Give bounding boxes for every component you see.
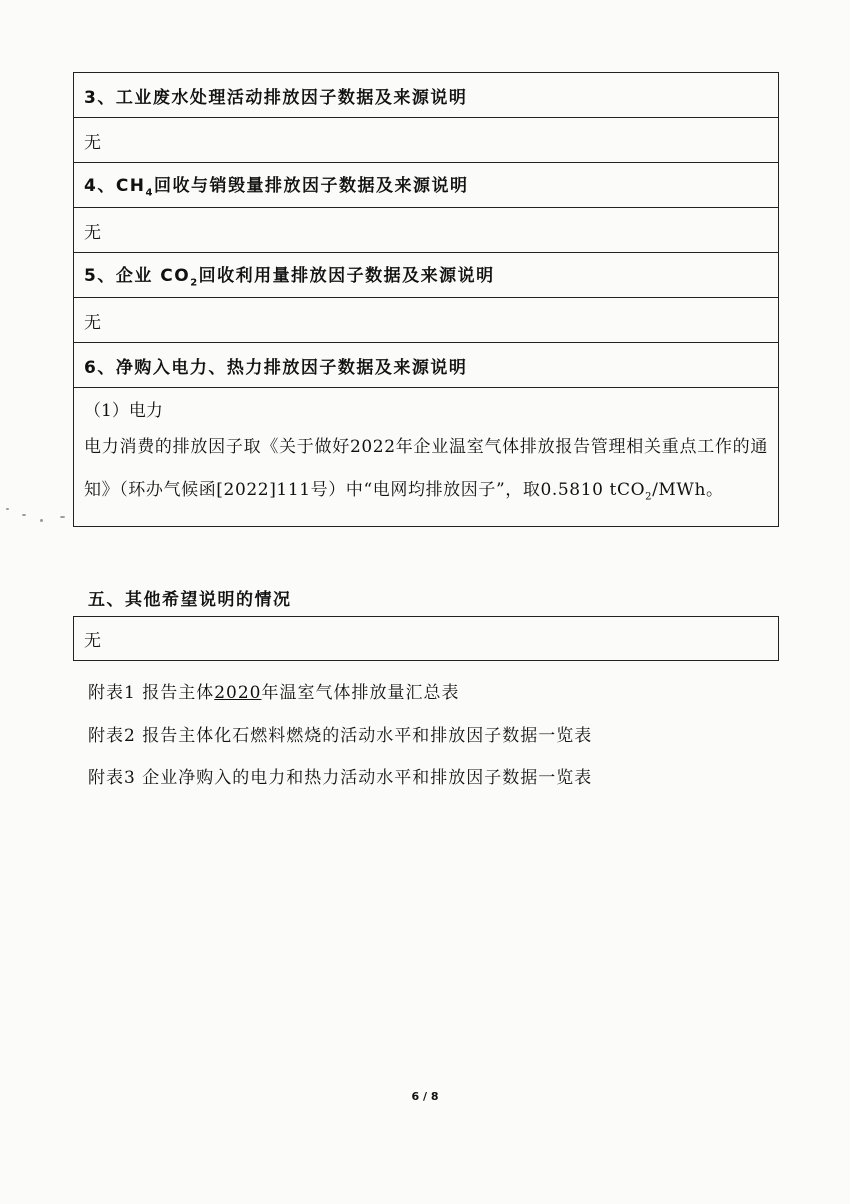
section-6-sub-label: （1）电力 <box>84 401 163 421</box>
page-number: 6 / 8 <box>411 1090 439 1103</box>
section-5-title-suffix: 回收利用量排放因子数据及来源说明 <box>198 266 495 287</box>
section-4-value-row <box>74 208 778 253</box>
appendix-3: 附表3 企业净购入的电力和热力活动水平和排放因子数据一览表 <box>88 768 593 788</box>
section-6-paragraph-main: 电力消费的排放因子取《关于做好2022年企业温室气体排放报告管理相关重点工作的通知》（环办气候函[2022]111号）中“电网均排放因子”，取0.5810 tCO <box>84 437 768 500</box>
scan-speck <box>6 508 9 510</box>
section-6-header <box>74 343 778 388</box>
section-5-title-prefix: 5、企业 CO <box>84 266 191 287</box>
section-5-title-subscript: 2 <box>190 277 199 289</box>
other-section-title: 五、其他希望说明的情况 <box>88 590 292 610</box>
section-5-value: 无 <box>84 312 101 333</box>
section-5-header <box>74 253 778 298</box>
section-4-value: 无 <box>84 222 101 243</box>
appendix-2: 附表2 报告主体化石燃料燃烧的活动水平和排放因子数据一览表 <box>88 726 593 746</box>
section-6-paragraph-end: /MWh。 <box>652 480 724 500</box>
section-3-value: 无 <box>84 132 101 153</box>
appendix-1-year: 2020 <box>214 683 262 703</box>
appendix-1 <box>88 678 460 703</box>
scan-speck <box>60 516 65 518</box>
section-4-title-suffix: 回收与销毁量排放因子数据及来源说明 <box>154 176 469 197</box>
section-6-paragraph-subscript: 2 <box>645 491 653 503</box>
appendix-1-prefix: 附表1 报告主体 <box>88 683 215 703</box>
section-6-paragraph <box>84 426 768 518</box>
section-5-value-row <box>74 298 778 343</box>
scan-speck <box>40 519 43 522</box>
section-6-title: 6、净购入电力、热力排放因子数据及来源说明 <box>84 357 468 378</box>
other-section-value: 无 <box>84 631 101 651</box>
section-3-header <box>74 73 778 118</box>
section-3-value-row <box>74 118 778 163</box>
section-6-content <box>74 388 778 526</box>
emission-factor-table <box>73 72 779 527</box>
section-4-title-subscript: 4 <box>145 187 155 199</box>
section-4-title <box>84 171 469 198</box>
section-4-title-prefix: 4、CH <box>84 176 146 197</box>
section-3-title: 3、工业废水处理活动排放因子数据及来源说明 <box>84 87 468 108</box>
appendix-1-suffix: 年温室气体排放量汇总表 <box>261 683 460 703</box>
scan-speck <box>22 514 26 516</box>
other-section-box <box>73 616 779 661</box>
section-4-header <box>74 163 778 208</box>
section-5-title <box>84 261 495 288</box>
